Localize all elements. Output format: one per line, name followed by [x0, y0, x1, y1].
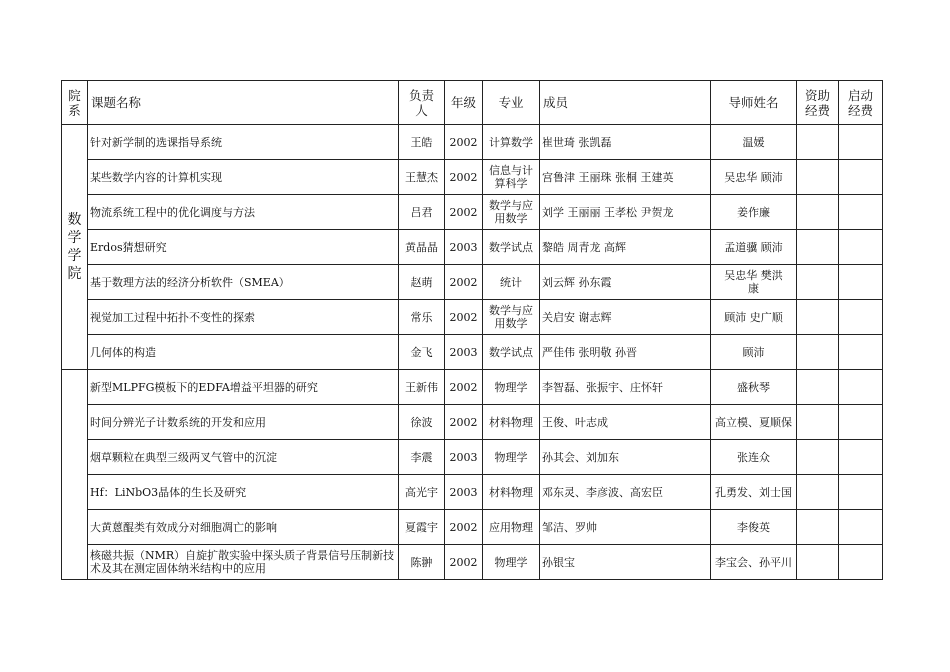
topic-cell: 某些数学内容的计算机实现	[88, 160, 399, 195]
table-row	[62, 475, 883, 510]
members-cell: 邹洁、罗帅	[540, 510, 711, 545]
advisor-cell: 李俊英	[711, 510, 797, 545]
grade-cell: 2002	[445, 510, 483, 545]
advisor-cell: 吴忠华 顾沛	[711, 160, 797, 195]
startup-cell	[839, 125, 883, 160]
table-row	[62, 230, 883, 265]
startup-cell	[839, 230, 883, 265]
major-cell: 计算数学	[483, 125, 540, 160]
header-members: 成员	[540, 81, 711, 125]
startup-cell	[839, 405, 883, 440]
table-row	[62, 510, 883, 545]
funding-cell	[797, 335, 839, 370]
table-row	[62, 405, 883, 440]
table-row	[62, 265, 883, 300]
startup-cell	[839, 370, 883, 405]
grade-cell: 2003	[445, 230, 483, 265]
startup-cell	[839, 195, 883, 230]
major-cell: 数学与应 用数学	[483, 300, 540, 335]
grade-cell: 2002	[445, 125, 483, 160]
project-table	[61, 80, 883, 580]
grade-cell: 2003	[445, 335, 483, 370]
advisor-cell: 顾沛	[711, 335, 797, 370]
topic-cell: Erdos猜想研究	[88, 230, 399, 265]
members-cell: 邓东灵、李彦波、高宏臣	[540, 475, 711, 510]
major-cell: 数学与应 用数学	[483, 195, 540, 230]
header-startup: 启动 经费	[839, 81, 883, 125]
leader-cell: 李震	[399, 440, 445, 475]
leader-cell: 高光宇	[399, 475, 445, 510]
leader-cell: 常乐	[399, 300, 445, 335]
table-row	[62, 160, 883, 195]
topic-cell: 时间分辨光子计数系统的开发和应用	[88, 405, 399, 440]
topic-cell: 针对新学制的选课指导系统	[88, 125, 399, 160]
header-funding: 资助 经费	[797, 81, 839, 125]
dept-cell: 数 学 学 院	[62, 125, 88, 370]
funding-cell	[797, 300, 839, 335]
header-grade: 年级	[445, 81, 483, 125]
leader-cell: 金飞	[399, 335, 445, 370]
leader-cell: 吕君	[399, 195, 445, 230]
funding-cell	[797, 125, 839, 160]
members-cell: 刘学 王丽丽 王孝松 尹贺龙	[540, 195, 711, 230]
startup-cell	[839, 335, 883, 370]
startup-cell	[839, 545, 883, 580]
funding-cell	[797, 370, 839, 405]
members-cell: 宫鲁津 王丽珠 张桐 王建英	[540, 160, 711, 195]
funding-cell	[797, 405, 839, 440]
grade-cell: 2002	[445, 300, 483, 335]
header-major: 专业	[483, 81, 540, 125]
funding-cell	[797, 510, 839, 545]
leader-cell: 王慧杰	[399, 160, 445, 195]
grade-cell: 2002	[445, 405, 483, 440]
leader-cell: 徐波	[399, 405, 445, 440]
members-cell: 崔世琦 张凯磊	[540, 125, 711, 160]
major-cell: 物理学	[483, 370, 540, 405]
members-cell: 严佳伟 张明敬 孙晋	[540, 335, 711, 370]
funding-cell	[797, 545, 839, 580]
topic-cell: Hf：LiNbO3晶体的生长及研究	[88, 475, 399, 510]
leader-cell: 王皓	[399, 125, 445, 160]
members-cell: 黎皓 周青龙 高辉	[540, 230, 711, 265]
startup-cell	[839, 440, 883, 475]
leader-cell: 黄晶晶	[399, 230, 445, 265]
startup-cell	[839, 160, 883, 195]
startup-cell	[839, 510, 883, 545]
leader-cell: 陈翀	[399, 545, 445, 580]
members-cell: 王俊、叶志成	[540, 405, 711, 440]
topic-cell: 核磁共振（NMR）自旋扩散实验中探头质子背景信号压制新技术及其在测定固体纳米结构中的应用	[88, 545, 399, 580]
advisor-cell: 顾沛 史广顺	[711, 300, 797, 335]
major-cell: 材料物理	[483, 405, 540, 440]
funding-cell	[797, 230, 839, 265]
grade-cell: 2003	[445, 475, 483, 510]
major-cell: 物理学	[483, 545, 540, 580]
topic-cell: 烟草颗粒在典型三级两叉气管中的沉淀	[88, 440, 399, 475]
grade-cell: 2002	[445, 265, 483, 300]
topic-cell: 大黄蒽醌类有效成分对细胞凋亡的影响	[88, 510, 399, 545]
members-cell: 李智磊、张振宇、庄怀轩	[540, 370, 711, 405]
table-row	[62, 125, 883, 160]
advisor-cell: 高立模、夏顺保	[711, 405, 797, 440]
advisor-cell: 吴忠华 樊洪 康	[711, 265, 797, 300]
startup-cell	[839, 300, 883, 335]
leader-cell: 王新伟	[399, 370, 445, 405]
major-cell: 信息与计 算科学	[483, 160, 540, 195]
funding-cell	[797, 475, 839, 510]
major-cell: 统计	[483, 265, 540, 300]
header-leader: 负责 人	[399, 81, 445, 125]
topic-cell: 几何体的构造	[88, 335, 399, 370]
major-cell: 物理学	[483, 440, 540, 475]
topic-cell: 新型MLPFG模板下的EDFA增益平坦器的研究	[88, 370, 399, 405]
advisor-cell: 李宝会、孙平川	[711, 545, 797, 580]
leader-cell: 夏霞宇	[399, 510, 445, 545]
advisor-cell: 盛秋琴	[711, 370, 797, 405]
header-advisor: 导师姓名	[711, 81, 797, 125]
grade-cell: 2002	[445, 545, 483, 580]
major-cell: 应用物理	[483, 510, 540, 545]
grade-cell: 2002	[445, 195, 483, 230]
advisor-cell: 孟道骥 顾沛	[711, 230, 797, 265]
dept-cell	[62, 370, 88, 580]
table-row	[62, 335, 883, 370]
members-cell: 关启安 谢志辉	[540, 300, 711, 335]
funding-cell	[797, 265, 839, 300]
members-cell: 孙银宝	[540, 545, 711, 580]
table-row	[62, 440, 883, 475]
advisor-cell: 温媛	[711, 125, 797, 160]
major-cell: 数学试点	[483, 230, 540, 265]
topic-cell: 物流系统工程中的优化调度与方法	[88, 195, 399, 230]
grade-cell: 2002	[445, 370, 483, 405]
table-row	[62, 300, 883, 335]
topic-cell: 基于数理方法的经济分析软件（SMEA）	[88, 265, 399, 300]
advisor-cell: 姜作廉	[711, 195, 797, 230]
members-cell: 孙其会、刘加东	[540, 440, 711, 475]
header-dept: 院 系	[62, 81, 88, 125]
major-cell: 数学试点	[483, 335, 540, 370]
funding-cell	[797, 195, 839, 230]
major-cell: 材料物理	[483, 475, 540, 510]
topic-cell: 视觉加工过程中拓扑不变性的探索	[88, 300, 399, 335]
members-cell: 刘云辉 孙东霞	[540, 265, 711, 300]
advisor-cell: 张连众	[711, 440, 797, 475]
table-row	[62, 195, 883, 230]
table-row	[62, 545, 883, 580]
funding-cell	[797, 160, 839, 195]
header-topic: 课题名称	[88, 81, 399, 125]
funding-cell	[797, 440, 839, 475]
startup-cell	[839, 265, 883, 300]
leader-cell: 赵萌	[399, 265, 445, 300]
advisor-cell: 孔勇发、刘士国	[711, 475, 797, 510]
header-row	[62, 81, 883, 125]
grade-cell: 2002	[445, 160, 483, 195]
table-row	[62, 370, 883, 405]
startup-cell	[839, 475, 883, 510]
grade-cell: 2003	[445, 440, 483, 475]
